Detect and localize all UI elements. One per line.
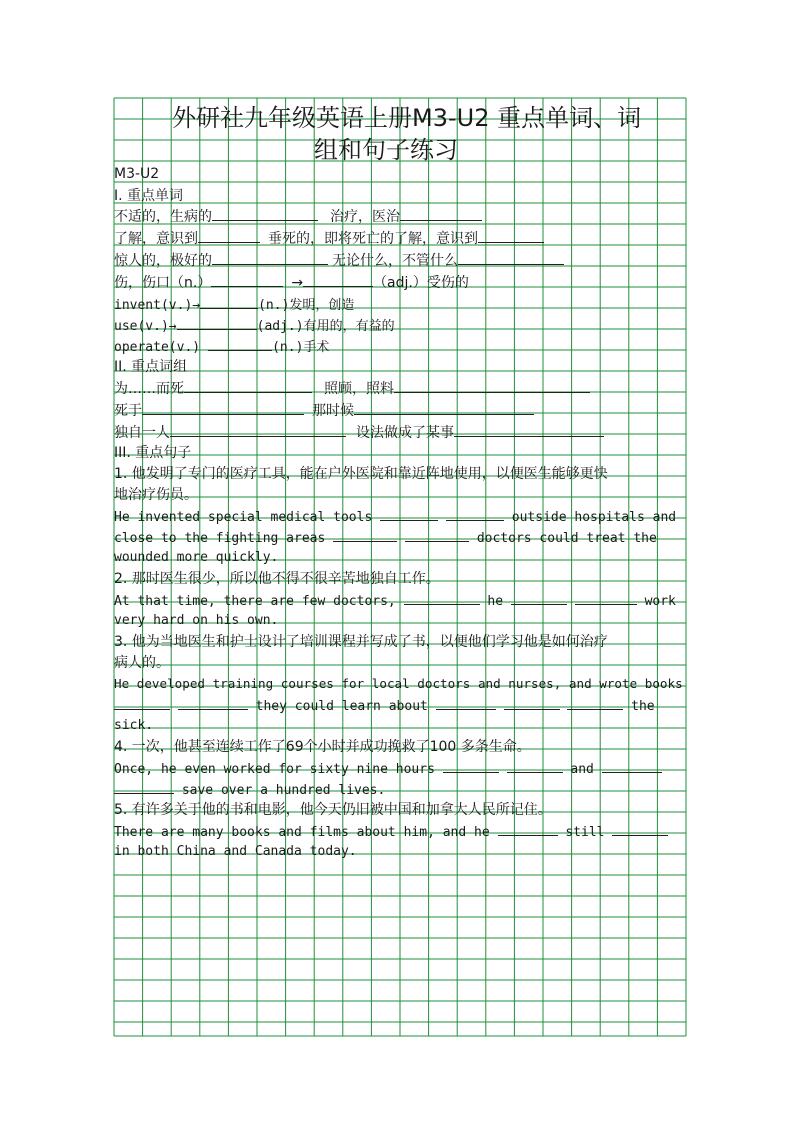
word-prompt: 治疗，医治 <box>330 209 400 225</box>
sentence-text: close to the fighting areas <box>114 531 326 546</box>
answer-blank[interactable] <box>212 250 328 265</box>
answer-blank[interactable] <box>177 315 257 330</box>
word-prompt: invent(v.)→ <box>114 298 201 313</box>
sentence-5-chinese: 5. 有许多关于他的书和电影，他今天仍旧被中国和加拿大人民所记住。 <box>114 802 552 818</box>
word-row-5 <box>114 294 354 316</box>
worksheet <box>114 98 686 1036</box>
answer-blank[interactable] <box>394 378 590 393</box>
sentence-3-chinese-b: 病人的。 <box>114 655 170 671</box>
answer-blank[interactable] <box>405 527 469 542</box>
answer-blank[interactable] <box>400 206 482 221</box>
answer-blank[interactable] <box>436 695 496 710</box>
sentence-1-english-c: wounded more quickly. <box>114 550 279 565</box>
answer-blank[interactable] <box>178 695 248 710</box>
phrase-prompt: 照顾，照料 <box>324 381 394 397</box>
answer-blank[interactable] <box>443 758 499 773</box>
phrase-prompt: 设法做成了某事 <box>356 425 454 441</box>
arrow-icon: → <box>291 275 304 291</box>
word-prompt: (adj.)有用的，有益的 <box>256 319 395 334</box>
sentence-4-english-a <box>114 758 662 780</box>
word-prompt: 惊人的，极好的 <box>114 253 212 269</box>
sentence-text: save over a hundred lives. <box>181 783 386 798</box>
sentence-text: still <box>565 825 605 840</box>
sentence-text: doctors could treat the <box>476 531 657 546</box>
word-row-7 <box>114 336 329 358</box>
section-sentences-heading: III. 重点句子 <box>114 445 192 461</box>
word-prompt: 不适的，生病的 <box>114 209 212 225</box>
section-words-heading: I. 重点单词 <box>114 188 184 204</box>
answer-blank[interactable] <box>184 378 312 393</box>
sentence-3-english-a: He developed training courses for local doctors and nurses, and wrote books <box>114 676 683 691</box>
answer-blank[interactable] <box>567 695 623 710</box>
sentence-text: There are many books and films about him, and he <box>114 825 490 840</box>
answer-blank[interactable] <box>208 336 272 351</box>
sentence-text: Once, he even worked for sixty nine hours <box>114 762 435 777</box>
phrase-row-1 <box>114 378 590 399</box>
answer-blank[interactable] <box>212 206 318 221</box>
answer-blank[interactable] <box>478 228 544 243</box>
sentence-3-english-b <box>114 695 655 717</box>
sentence-4-english-b <box>114 779 385 801</box>
word-row-3 <box>114 250 564 271</box>
answer-blank[interactable] <box>446 506 504 521</box>
word-prompt: (n.)发明，创造 <box>258 298 355 313</box>
sentence-1-chinese-a: 1. 他发明了专门的医疗工具，能在户外医院和靠近阵地使用，以便医生能够更快 <box>114 466 608 482</box>
sentence-text: and <box>570 762 594 777</box>
unit-code: M3-U2 <box>114 166 160 182</box>
word-row-6 <box>114 315 395 337</box>
sentence-text: they could learn about <box>255 699 428 714</box>
word-row-4 <box>114 272 469 293</box>
word-prompt: 垂死的，即将死亡的了解，意识到 <box>268 231 478 247</box>
sentence-4-chinese: 4. 一次，他甚至连续工作了69个小时并成功挽救了100 多条生命。 <box>114 739 531 755</box>
phrase-prompt: 独自一人 <box>114 425 170 441</box>
answer-blank[interactable] <box>211 272 283 287</box>
answer-blank[interactable] <box>602 758 662 773</box>
answer-blank[interactable] <box>142 400 304 415</box>
phrase-prompt: 那时候 <box>312 403 354 419</box>
answer-blank[interactable] <box>303 272 373 287</box>
answer-blank[interactable] <box>114 695 170 710</box>
word-prompt: 了解，意识到 <box>114 231 198 247</box>
answer-blank[interactable] <box>575 590 637 605</box>
answer-blank[interactable] <box>454 422 604 437</box>
word-prompt: 无论什么，不管什么 <box>332 253 458 269</box>
sentence-1-english-b <box>114 527 657 549</box>
answer-blank[interactable] <box>333 527 397 542</box>
answer-blank[interactable] <box>354 400 534 415</box>
page-title-line2: 组和句子练习 <box>314 136 458 164</box>
page-title-line1: 外研社九年级英语上册M3-U2 重点单词、词 <box>172 104 642 132</box>
word-prompt: operate(v.) <box>114 340 201 355</box>
answer-blank[interactable] <box>498 821 558 836</box>
answer-blank[interactable] <box>404 590 480 605</box>
answer-blank[interactable] <box>198 228 260 243</box>
answer-blank[interactable] <box>507 758 563 773</box>
sentence-5-english-b: in both China and Canada today. <box>114 844 357 859</box>
word-prompt: use(v.)→ <box>114 319 177 334</box>
sentence-text: At that time, there are few doctors, <box>114 594 396 609</box>
sentence-text: the <box>631 699 655 714</box>
answer-blank[interactable] <box>114 779 174 794</box>
answer-blank[interactable] <box>380 506 438 521</box>
sentence-3-chinese-a: 3. 他为当地医生和护士设计了培训课程并写成了书，以便他们学习他是如何治疗 <box>114 634 608 650</box>
section-phrases-heading: II. 重点词组 <box>114 359 188 375</box>
sentence-text: work <box>644 594 676 609</box>
phrase-row-3 <box>114 422 604 443</box>
answer-blank[interactable] <box>170 422 346 437</box>
sentence-1-chinese-b: 地治疗伤员。 <box>114 487 198 503</box>
sentence-3-english-c: sick. <box>114 718 154 733</box>
sentence-2-chinese: 2. 那时医生很少，所以他不得不很辛苦地独自工作。 <box>114 571 440 587</box>
sentence-2-english-b: very hard on his own. <box>114 613 279 628</box>
phrase-prompt: 为……而死 <box>114 381 184 397</box>
word-prompt: 伤，伤口（n.） <box>114 275 212 291</box>
sentence-5-english-a <box>114 821 668 843</box>
answer-blank[interactable] <box>458 250 564 265</box>
sentence-text: He invented special medical tools <box>114 510 373 525</box>
sentence-2-english-a <box>114 590 676 612</box>
word-prompt: （adj.）受伤的 <box>373 275 469 291</box>
word-row-2 <box>114 228 544 249</box>
answer-blank[interactable] <box>504 695 560 710</box>
answer-blank[interactable] <box>612 821 668 836</box>
phrase-row-2 <box>114 400 534 421</box>
phrase-prompt: 死于 <box>114 403 142 419</box>
sentence-1-english-a <box>114 506 676 528</box>
word-prompt: (n.)手术 <box>272 340 330 355</box>
answer-blank[interactable] <box>200 294 258 309</box>
word-row-1 <box>114 206 482 227</box>
answer-blank[interactable] <box>511 590 567 605</box>
sentence-text: outside hospitals and <box>511 510 677 525</box>
sentence-text: he <box>487 594 504 609</box>
